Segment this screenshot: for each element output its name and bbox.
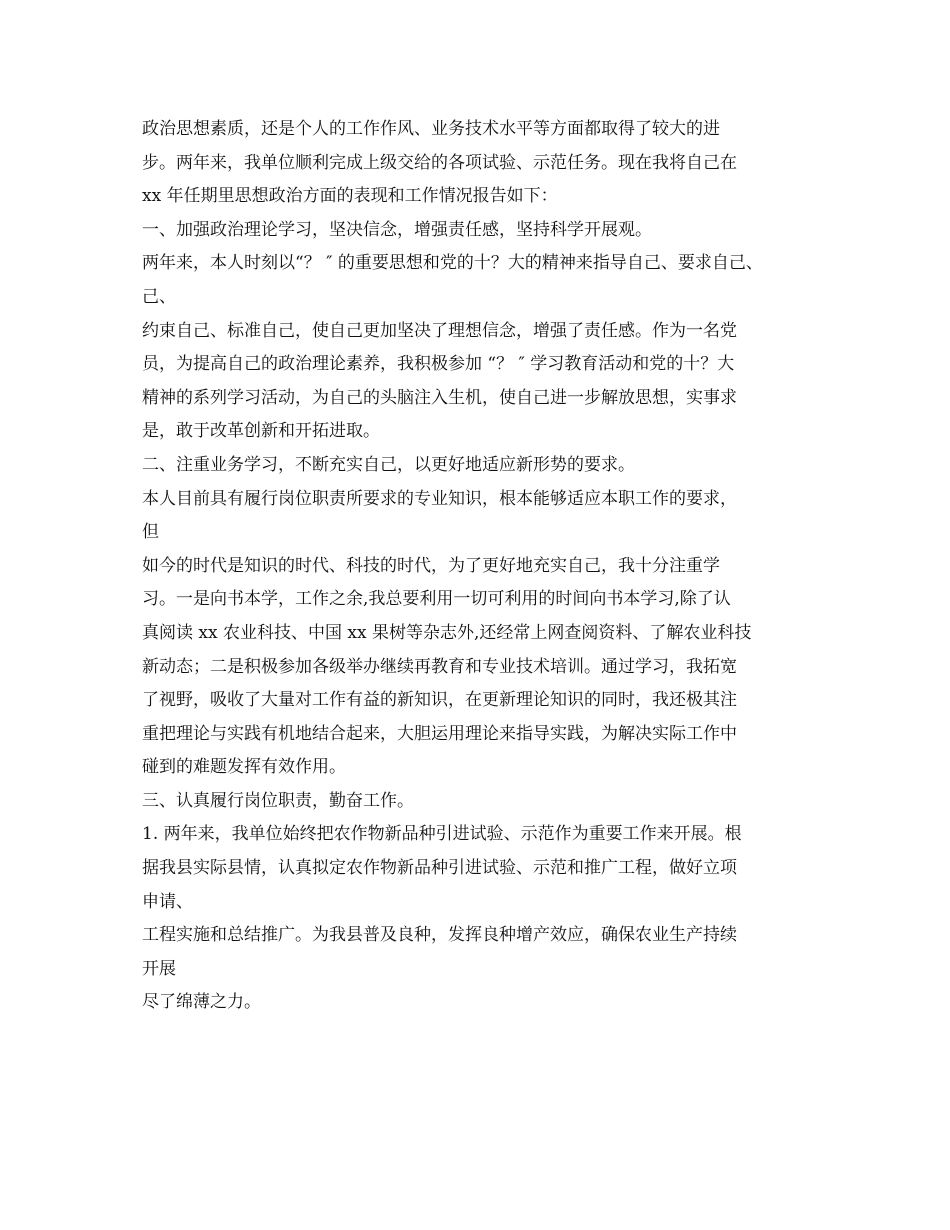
text-line: 开展 <box>142 958 176 979</box>
section-heading-3: 三、认真履行岗位职责，勤奋工作。 <box>142 790 414 811</box>
text-line: 是，敢于改革创新和开拓进取。 <box>142 421 380 442</box>
document-body <box>142 113 812 1020</box>
text-line: 己、 <box>142 286 176 307</box>
text-line: 真阅读 xx 农业科技、中国 xx 果树等杂志外,还经常上网查阅资料、了解农业科技 <box>142 622 752 643</box>
text-line: 两年来，本人时刻以“？ ″ 的重要思想和党的十？大的精神来指导自己、要求自己、 <box>142 253 763 274</box>
text-line: 步。两年来，我单位顺利完成上级交给的各项试验、示范任务。现在我将自己在 <box>142 152 737 173</box>
text-line: 工程实施和总结推广。为我县普及良种，发挥良种增产效应，确保农业生产持续 <box>142 925 737 946</box>
text-line: 员，为提高自己的政治理论素养，我积极参加 “？ ″ 学习教育活动和党的十？大 <box>142 354 735 375</box>
section-heading-1: 一、加强政治理论学习，坚决信念，增强责任感，坚持科学开展观。 <box>142 219 652 240</box>
text-line: 但 <box>142 522 159 543</box>
text-line: 了视野，吸收了大量对工作有益的新知识，在更新理论知识的同时，我还极其注 <box>142 690 737 711</box>
text-line: 如今的时代是知识的时代、科技的时代，为了更好地充实自己，我十分注重学 <box>142 555 720 576</box>
text-line: 精神的系列学习活动，为自己的头脑注入生机，使自己进一步解放思想，实事求 <box>142 387 737 408</box>
text-line: 约束自己、标准自己，使自己更加坚决了理想信念，增强了责任感。作为一名党 <box>142 320 737 341</box>
text-line: 尽了绵薄之力。 <box>142 992 261 1013</box>
text-line: 新动态；二是积极参加各级举办继续再教育和专业技术培训。通过学习，我拓宽 <box>142 656 737 677</box>
text-line: 申请、 <box>142 891 193 912</box>
text-line: 1. 两年来，我单位始终把农作物新品种引进试验、示范作为重要工作来开展。根 <box>142 824 742 845</box>
text-line: 本人目前具有履行岗位职责所要求的专业知识，根本能够适应本职工作的要求， <box>142 488 737 509</box>
text-line: 据我县实际县情，认真拟定农作物新品种引进试验、示范和推广工程，做好立项 <box>142 858 737 879</box>
text-line: xx 年任期里思想政治方面的表现和工作情况报告如下： <box>142 186 558 207</box>
section-heading-2: 二、注重业务学习，不断充实自己，以更好地适应新形势的要求。 <box>142 454 635 475</box>
text-line: 习。一是向书本学，工作之余,我总要利用一切可利用的时间向书本学习,除了认 <box>142 589 731 610</box>
text-line: 重把理论与实践有机地结合起来，大胆运用理论来指导实践，为解决实际工作中 <box>142 723 737 744</box>
text-line: 政治思想素质，还是个人的工作作风、业务技术水平等方面都取得了较大的进 <box>142 119 720 139</box>
text-line: 碰到的难题发挥有效作用。 <box>142 757 346 778</box>
